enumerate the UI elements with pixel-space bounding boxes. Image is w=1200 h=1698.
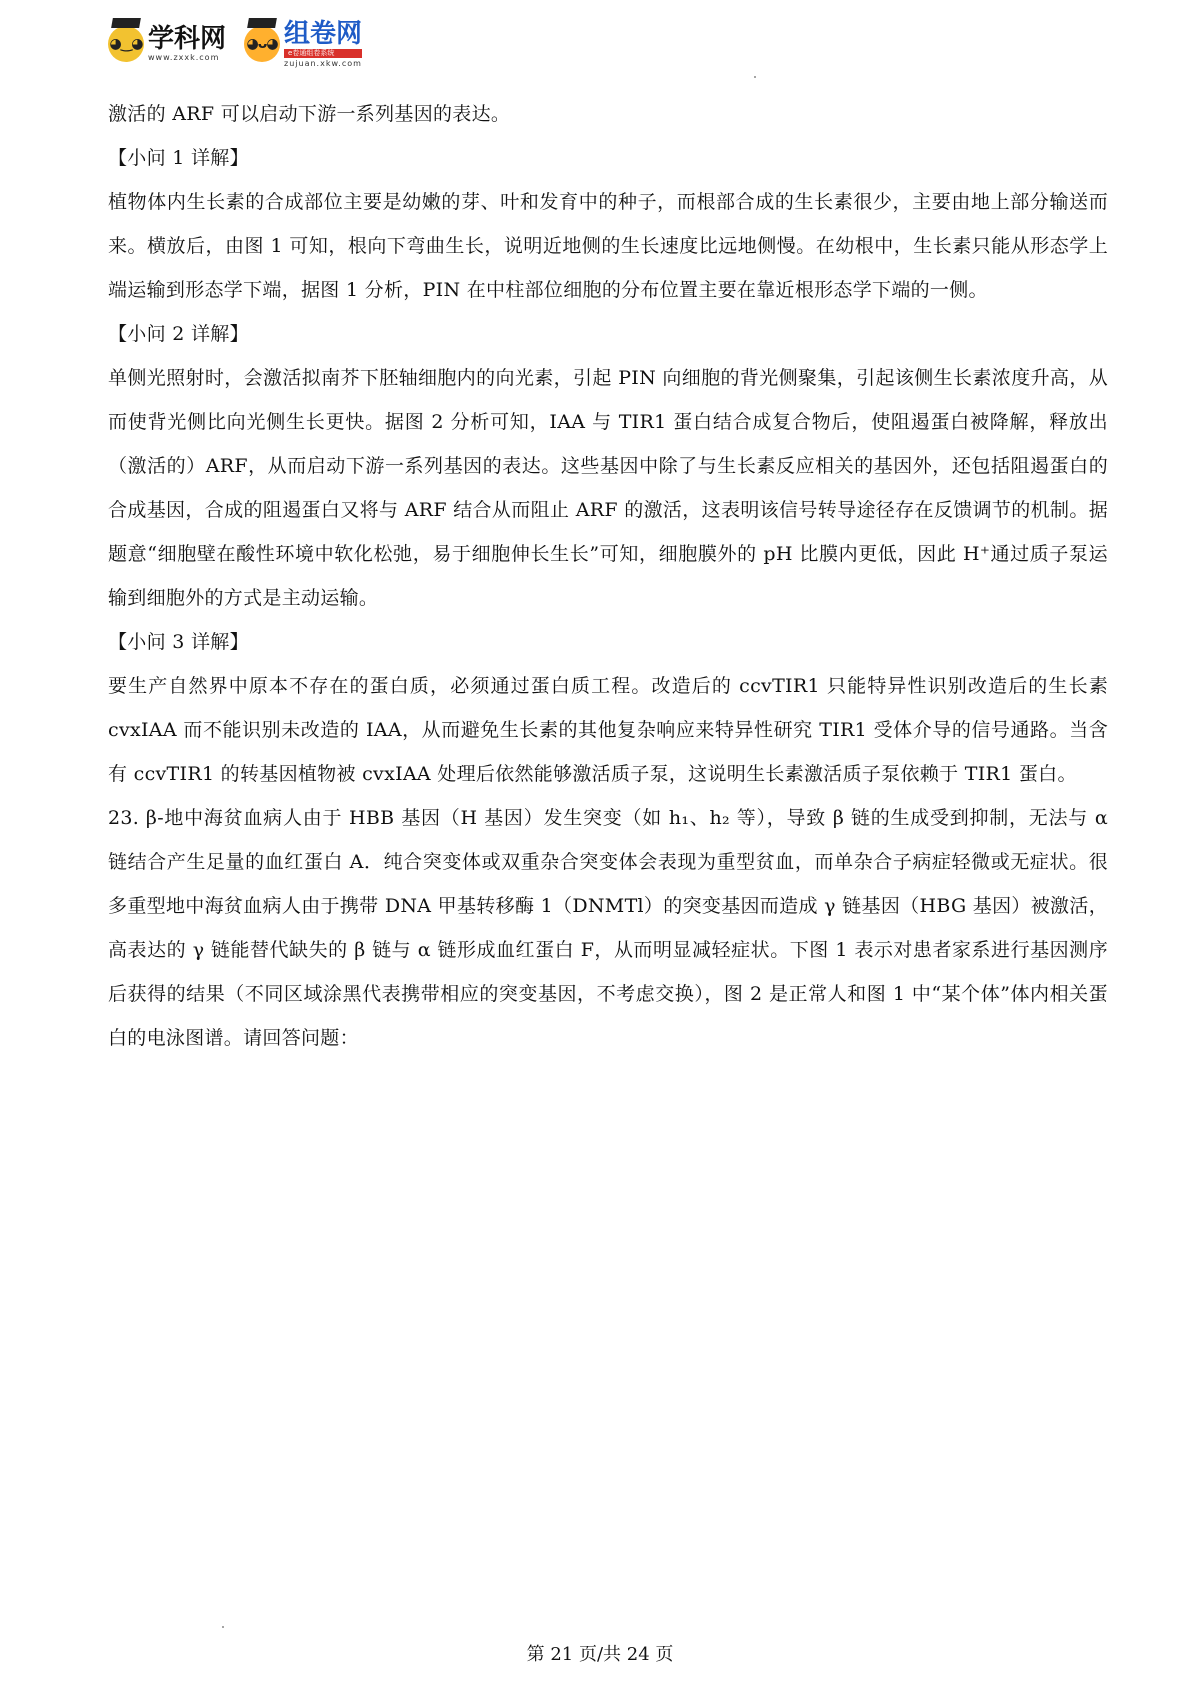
zujuan-mascot-icon: ◕ᴗ◕ — [244, 26, 280, 62]
question-23: 23. β-地中海贫血病人由于 HBB 基因（H 基因）发生突变（如 h₁、h₂ 等），导致 β 链的生成受到抑制，无法与 α 链结合产生足量的血红蛋白 A．纯合突变体或双重杂合突变体会表现为重型贫血，而单杂合子病症轻微或无症状。很多重型地中海贫血病人由于携带 DNA 甲基转移酶 1（DNMTl）的突变基因而造成 γ 链基因（HBG 基因）被激活，高表达的 γ 链能替代缺失的 β 链与 α 链形成血红蛋白 F，从而明显减轻症状。下图 1 表示对患者家系进行基因测序后获得的结果（不同区域涂黑代表携带相应的突变基因，不考虑交换），图 2 是正常人和图 1 中“某个体”体内相关蛋白的电泳图谱。请回答问题： — [108, 807, 1108, 1049]
section-heading-q1: 【小问 1 详解】 — [108, 147, 249, 169]
zxxk-logo-name: 学科网 — [148, 24, 227, 54]
paragraph-continuation: 激活的 ARF 可以启动下游一系列基因的表达。 — [108, 103, 511, 125]
page-header — [108, 18, 362, 70]
zujuan-logo-tagline: e卷通组卷系统 — [284, 49, 362, 58]
zxxk-logo-url: www.zxxk.com — [148, 53, 220, 62]
zxxk-logo[interactable] — [108, 26, 226, 62]
zujuan-logo-name: 组卷网 — [284, 18, 363, 49]
document-body — [108, 92, 1108, 1060]
scan-speck — [222, 1626, 224, 1628]
section-heading-q3: 【小问 3 详解】 — [108, 631, 249, 653]
paragraph-q1-answer: 植物体内生长素的合成部位主要是幼嫩的芽、叶和发育中的种子，而根部合成的生长素很少，主要由地上部分输送而来。横放后，由图 1 可知，根向下弯曲生长，说明近地侧的生长速度比远地侧慢。在幼根中，生长素只能从形态学上端运输到形态学下端，据图 1 分析，PIN 在中柱部位细胞的分布位置主要在靠近根形态学下端的一侧。 — [108, 191, 1108, 301]
paragraph-q3-answer: 要生产自然界中原本不存在的蛋白质，必须通过蛋白质工程。改造后的 ccvTIR1 只能特异性识别改造后的生长素 cvxIAA 而不能识别未改造的 IAA，从而避免生长素的其他复杂响应来特异性研究 TIR1 受体介导的信号通路。当含有 ccvTIR1 的转基因植物被 cvxIAA 处理后依然能够激活质子泵，这说明生长素激活质子泵依赖于 TIR1 蛋白。 — [108, 675, 1108, 785]
zxxk-mascot-icon: ◕‿◕ — [108, 26, 144, 62]
scan-speck — [754, 76, 756, 78]
section-heading-q2: 【小问 2 详解】 — [108, 323, 249, 345]
zujuan-logo[interactable] — [244, 18, 363, 68]
zujuan-logo-url: zujuan.xkw.com — [284, 58, 362, 68]
page-footer: 第 21 页/共 24 页 — [526, 1644, 674, 1665]
paragraph-q2-answer: 单侧光照射时，会激活拟南芥下胚轴细胞内的向光素，引起 PIN 向细胞的背光侧聚集，引起该侧生长素浓度升高，从而使背光侧比向光侧生长更快。据图 2 分析可知，IAA 与 TIR1 蛋白结合成复合物后，使阻遏蛋白被降解，释放出（激活的）ARF，从而启动下游一系列基因的表达。这些基因中除了与生长素反应相关的基因外，还包括阻遏蛋白的合成基因，合成的阻遏蛋白又将与 ARF 结合从而阻止 ARF 的激活，这表明该信号转导途径存在反馈调节的机制。据题意“细胞壁在酸性环境中软化松弛，易于细胞伸长生长”可知，细胞膜外的 pH 比膜内更低，因此 H⁺通过质子泵运输到细胞外的方式是主动运输。 — [108, 367, 1108, 609]
